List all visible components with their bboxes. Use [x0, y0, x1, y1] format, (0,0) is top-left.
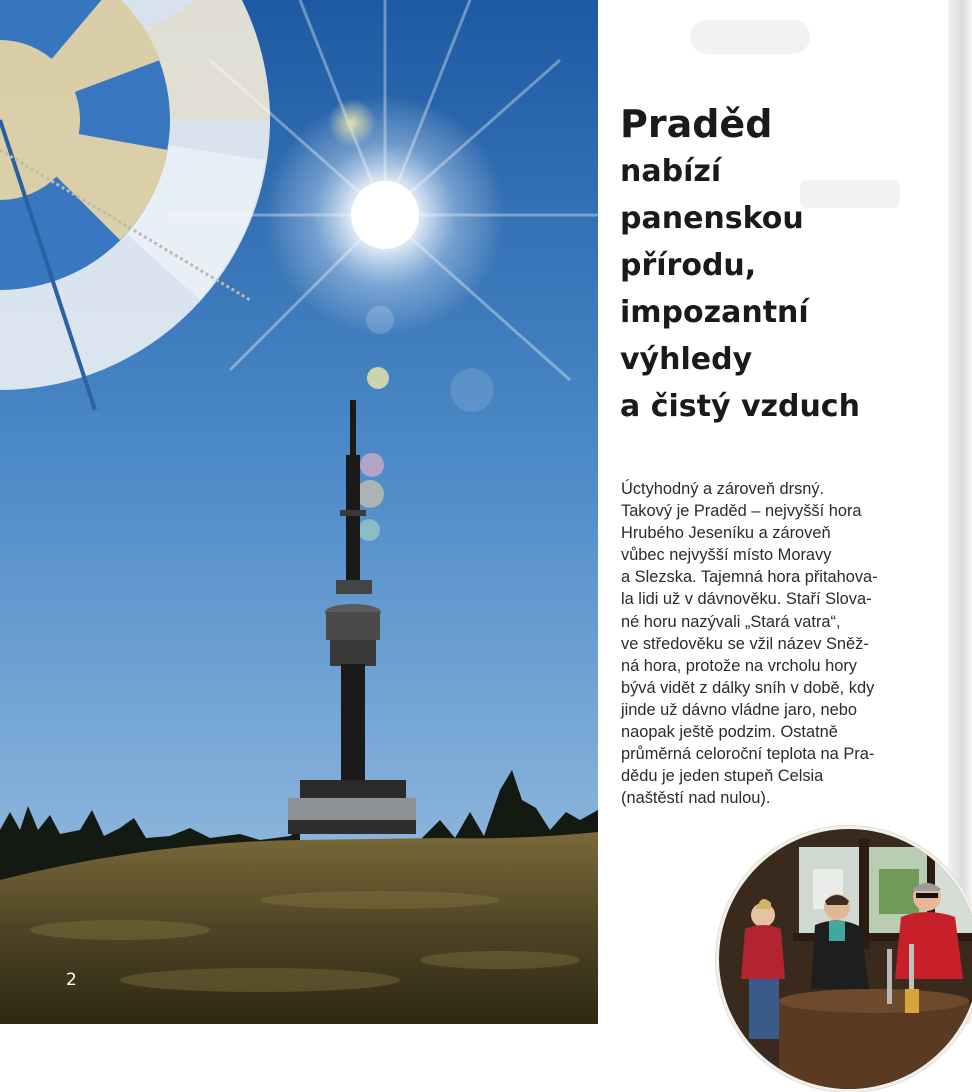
- headline-line: nabízí: [620, 154, 722, 189]
- body-line: ná hora, protože na vrcholu hory: [621, 656, 857, 675]
- body-line: Takový je Praděd – nejvyšší hora: [621, 502, 862, 521]
- body-line: průměrná celoroční teplota na Pra-: [621, 745, 875, 764]
- body-line: a Slezska. Tajemná hora přitahova-: [621, 568, 878, 587]
- headline-line: panenskou: [620, 201, 804, 236]
- headline-line: výhledy: [620, 342, 753, 377]
- body-line: Úctyhodný a zároveň drsný.: [621, 480, 825, 498]
- headline-line: a čistý vzduch: [620, 389, 860, 424]
- body-line: naopak ještě podzim. Ostatně: [621, 723, 838, 742]
- body-line: (naštěstí nad nulou).: [621, 789, 771, 808]
- body-line: ve středověku se vžil název Sněž-: [621, 634, 869, 653]
- body-line: dědu je jeden stupeň Celsia: [621, 767, 824, 786]
- body-paragraph: [621, 478, 921, 809]
- headline-line: impozantní: [620, 295, 809, 330]
- body-line: bývá vidět z dálky sníh v době, kdy: [621, 678, 875, 697]
- visitors-scene: [719, 829, 972, 1089]
- body-line: la lidi už v dávnověku. Staří Slova-: [621, 590, 872, 609]
- visitors-inset-photo: [716, 826, 972, 1092]
- body-line: Hrubého Jeseníku a zároveň: [621, 524, 831, 543]
- bleed-through-shape: [690, 20, 810, 54]
- body-line: vůbec nejvyšší místo Moravy: [621, 546, 832, 565]
- page-binding-edge: [948, 0, 972, 1024]
- headline-main: Praděd: [620, 102, 773, 146]
- body-line: jinde už dávno vládne jaro, nebo: [621, 700, 858, 719]
- page-number: 2: [66, 970, 77, 990]
- body-line: né horu nazývali „Stará vatra“,: [621, 612, 841, 631]
- headline-line: přírodu,: [620, 248, 757, 283]
- lens-flare: [328, 99, 376, 147]
- page-headline: [620, 100, 940, 430]
